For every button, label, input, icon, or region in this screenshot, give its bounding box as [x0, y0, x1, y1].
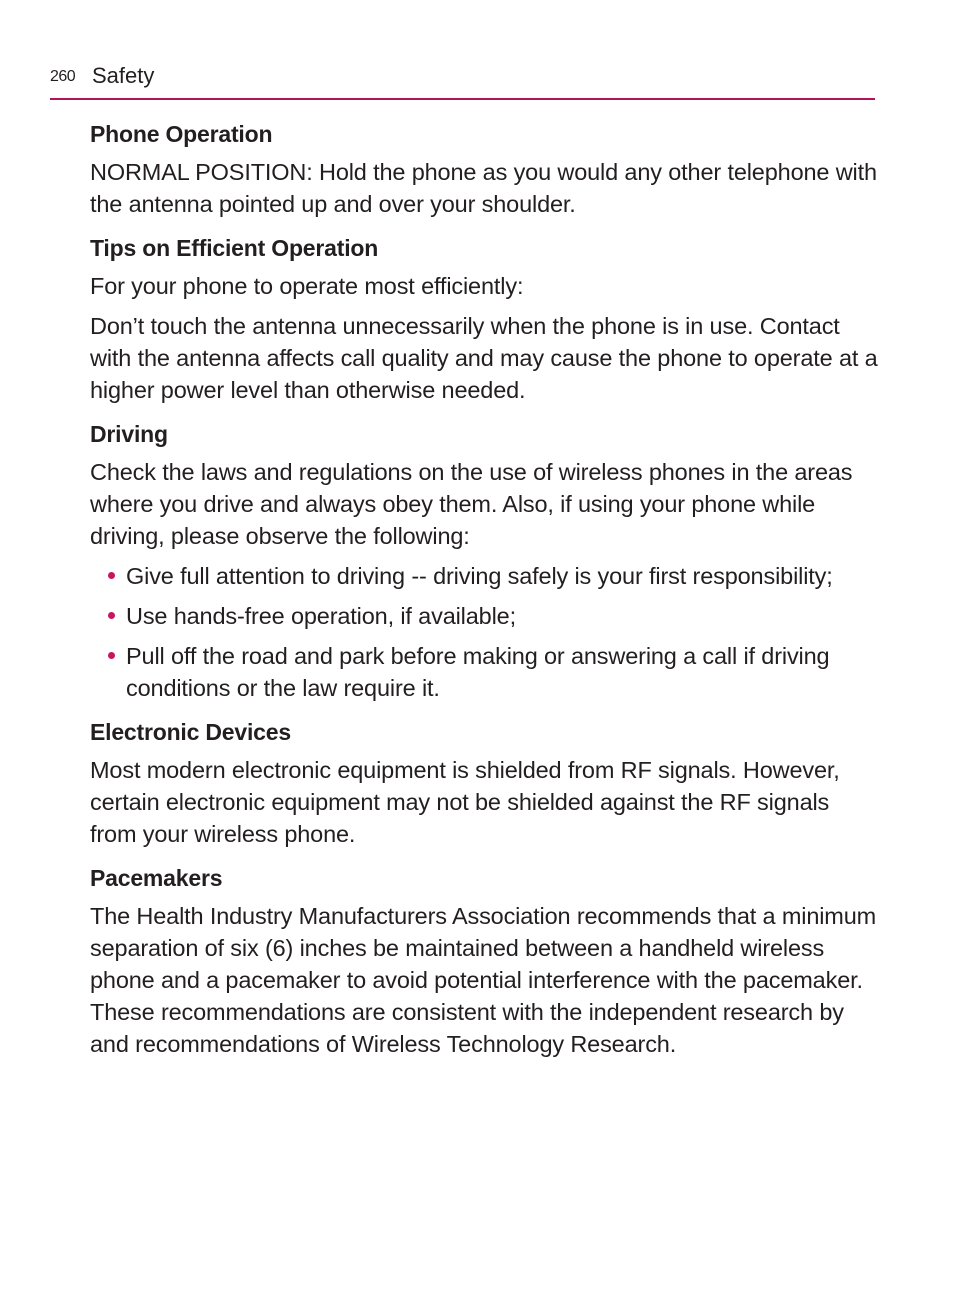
- section-heading: Driving: [90, 421, 168, 447]
- paragraph: Most modern electronic equipment is shielded from RF signals. However, certain electronic equipment may not be shielded against the RF signals from your wireless phone.: [90, 757, 840, 847]
- list-item: [90, 560, 880, 592]
- section-heading: Electronic Devices: [90, 719, 291, 745]
- list-item: [90, 600, 880, 632]
- bullet-icon: [108, 652, 115, 659]
- document-body: [90, 118, 880, 1072]
- paragraph: Don’t touch the antenna unnecessarily when the phone is in use. Contact with the antenna affects call quality and may cause the phone to operate at a higher power level than otherwise needed.: [90, 313, 878, 403]
- bullet-icon: [108, 612, 115, 619]
- section-heading: Pacemakers: [90, 865, 223, 891]
- paragraph: For your phone to operate most efficiently:: [90, 273, 524, 299]
- paragraph: Check the laws and regulations on the use of wireless phones in the areas where you drive and always obey them. Also, if using your phone while driving, please observe the following:: [90, 459, 853, 549]
- section-title: Safety: [92, 63, 155, 88]
- list-item-text: Pull off the road and park before making or answering a call if driving conditions or the law require it.: [126, 643, 830, 701]
- list-item-text: Use hands-free operation, if available;: [126, 603, 516, 629]
- page-number: 260: [50, 68, 76, 85]
- bullet-list: [90, 560, 880, 704]
- page-header: [50, 60, 875, 100]
- section-heading: Tips on Efficient Operation: [90, 235, 379, 261]
- section-pacemakers: [90, 862, 880, 1060]
- list-item-text: Give full attention to driving -- driving safely is your first responsibility;: [126, 563, 833, 589]
- section-electronic-devices: [90, 716, 880, 850]
- paragraph: The Health Industry Manufacturers Association recommends that a minimum separation of six (6) inches be maintained between a handheld wireless phone and a pacemaker to avoid potential interference with the pacemaker. These recommendations are consistent with the independent research by and recommendations of Wireless Technology Research.: [90, 903, 877, 1057]
- section-phone-operation: [90, 118, 880, 220]
- paragraph: NORMAL POSITION: Hold the phone as you would any other telephone with the antenna pointed up and over your shoulder.: [90, 159, 877, 217]
- section-heading: Phone Operation: [90, 121, 273, 147]
- section-tips-efficient-operation: [90, 232, 880, 406]
- section-driving: [90, 418, 880, 704]
- bullet-icon: [108, 572, 115, 579]
- list-item: [90, 640, 880, 704]
